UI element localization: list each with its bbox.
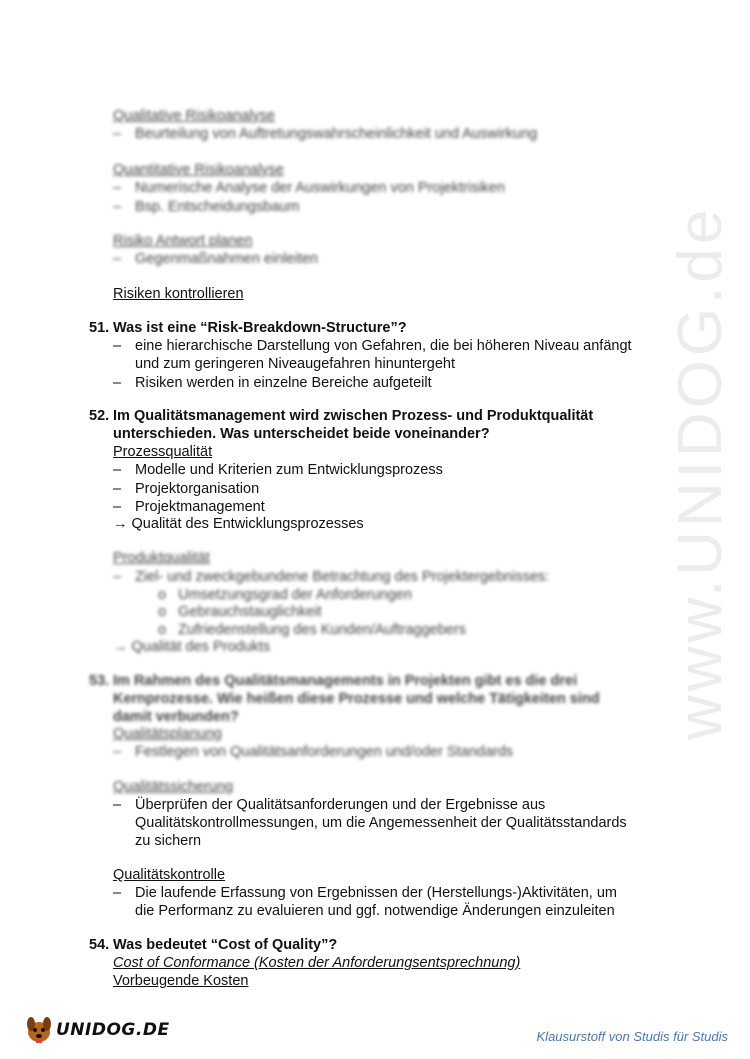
blurred-heading-quantitative: Quantitative Risikoanalyse: [113, 162, 284, 178]
arrow-icon: →: [113, 639, 128, 655]
blurred-heading-produktqualitaet: Produktqualität: [113, 550, 210, 566]
vorbeugende-kosten: Vorbeugende Kosten: [113, 973, 249, 989]
question-53-line2: Kernprozesse. Wie heißen diese Prozesse und welche Tätigkeiten sind: [113, 691, 600, 707]
blurred-heading-qualitaetsplanung: Qualitätsplanung: [113, 726, 222, 742]
watermark: www.UNIDOG.de: [666, 205, 735, 740]
heading-risiken-kontrollieren: Risiken kontrollieren: [113, 286, 244, 302]
arrow-icon: →: [113, 516, 128, 532]
unidog-logo: [22, 1012, 170, 1048]
question-number: 52.: [89, 408, 110, 424]
list-item-continuation: die Performanz zu evaluieren und ggf. notwendige Änderungen einzuleiten: [135, 903, 615, 919]
cost-of-conformance: Cost of Conformance (Kosten der Anforderungsentsprechnung): [113, 955, 521, 971]
question-53-line1: Im Rahmen des Qualitätsmanagements in Projekten gibt es die drei: [113, 673, 578, 689]
sub-list-item: o Umsetzungsgrad der Anforderungen: [158, 587, 412, 603]
arrow-line: → Qualität des Produkts: [113, 639, 271, 655]
dog-icon: [22, 1012, 58, 1048]
list-item-continuation: und zum geringeren Niveaugefahren hinuntergeht: [135, 356, 456, 372]
list-item-continuation: Qualitätskontrollmessungen, um die Angemessenheit der Qualitätsstandards: [135, 815, 627, 831]
blurred-heading-qualitative: Qualitative Risikoanalyse: [113, 108, 275, 124]
question-52-line2: unterschieden. Was unterscheidet beide voneinander?: [113, 426, 490, 442]
arrow-line: → Qualität des Entwicklungsprozesses: [113, 516, 364, 532]
sub-list-item: o Gebrauchstauglichkeit: [158, 604, 322, 620]
logo-text: UNIDOG.DE: [56, 1020, 170, 1040]
heading-qualitaetskontrolle: Qualitätskontrolle: [113, 867, 226, 883]
question-number: 51.: [89, 320, 110, 336]
question-51: Was ist eine “Risk-Breakdown-Structure”?: [113, 320, 407, 336]
list-item-continuation: zu sichern: [135, 833, 202, 849]
question-54: Was bedeutet “Cost of Quality”?: [113, 937, 338, 953]
question-number: 54.: [89, 937, 110, 953]
question-53-line3: damit verbunden?: [113, 709, 239, 725]
heading-prozessqualitaet: Prozessqualität: [113, 444, 213, 460]
blurred-heading-risk-answer: Risiko Antwort planen: [113, 233, 253, 249]
question-number: 53.: [89, 673, 110, 689]
footer-tagline: Klausurstoff von Studis für Studis: [536, 1029, 728, 1044]
sub-list-item: o Zufriedenstellung des Kunden/Auftraggebers: [158, 622, 466, 638]
blurred-heading-qualitaetssicherung: Qualitätssicherung: [113, 779, 234, 795]
question-52-line1: Im Qualitätsmanagement wird zwischen Prozess- und Produktqualität: [113, 408, 594, 424]
